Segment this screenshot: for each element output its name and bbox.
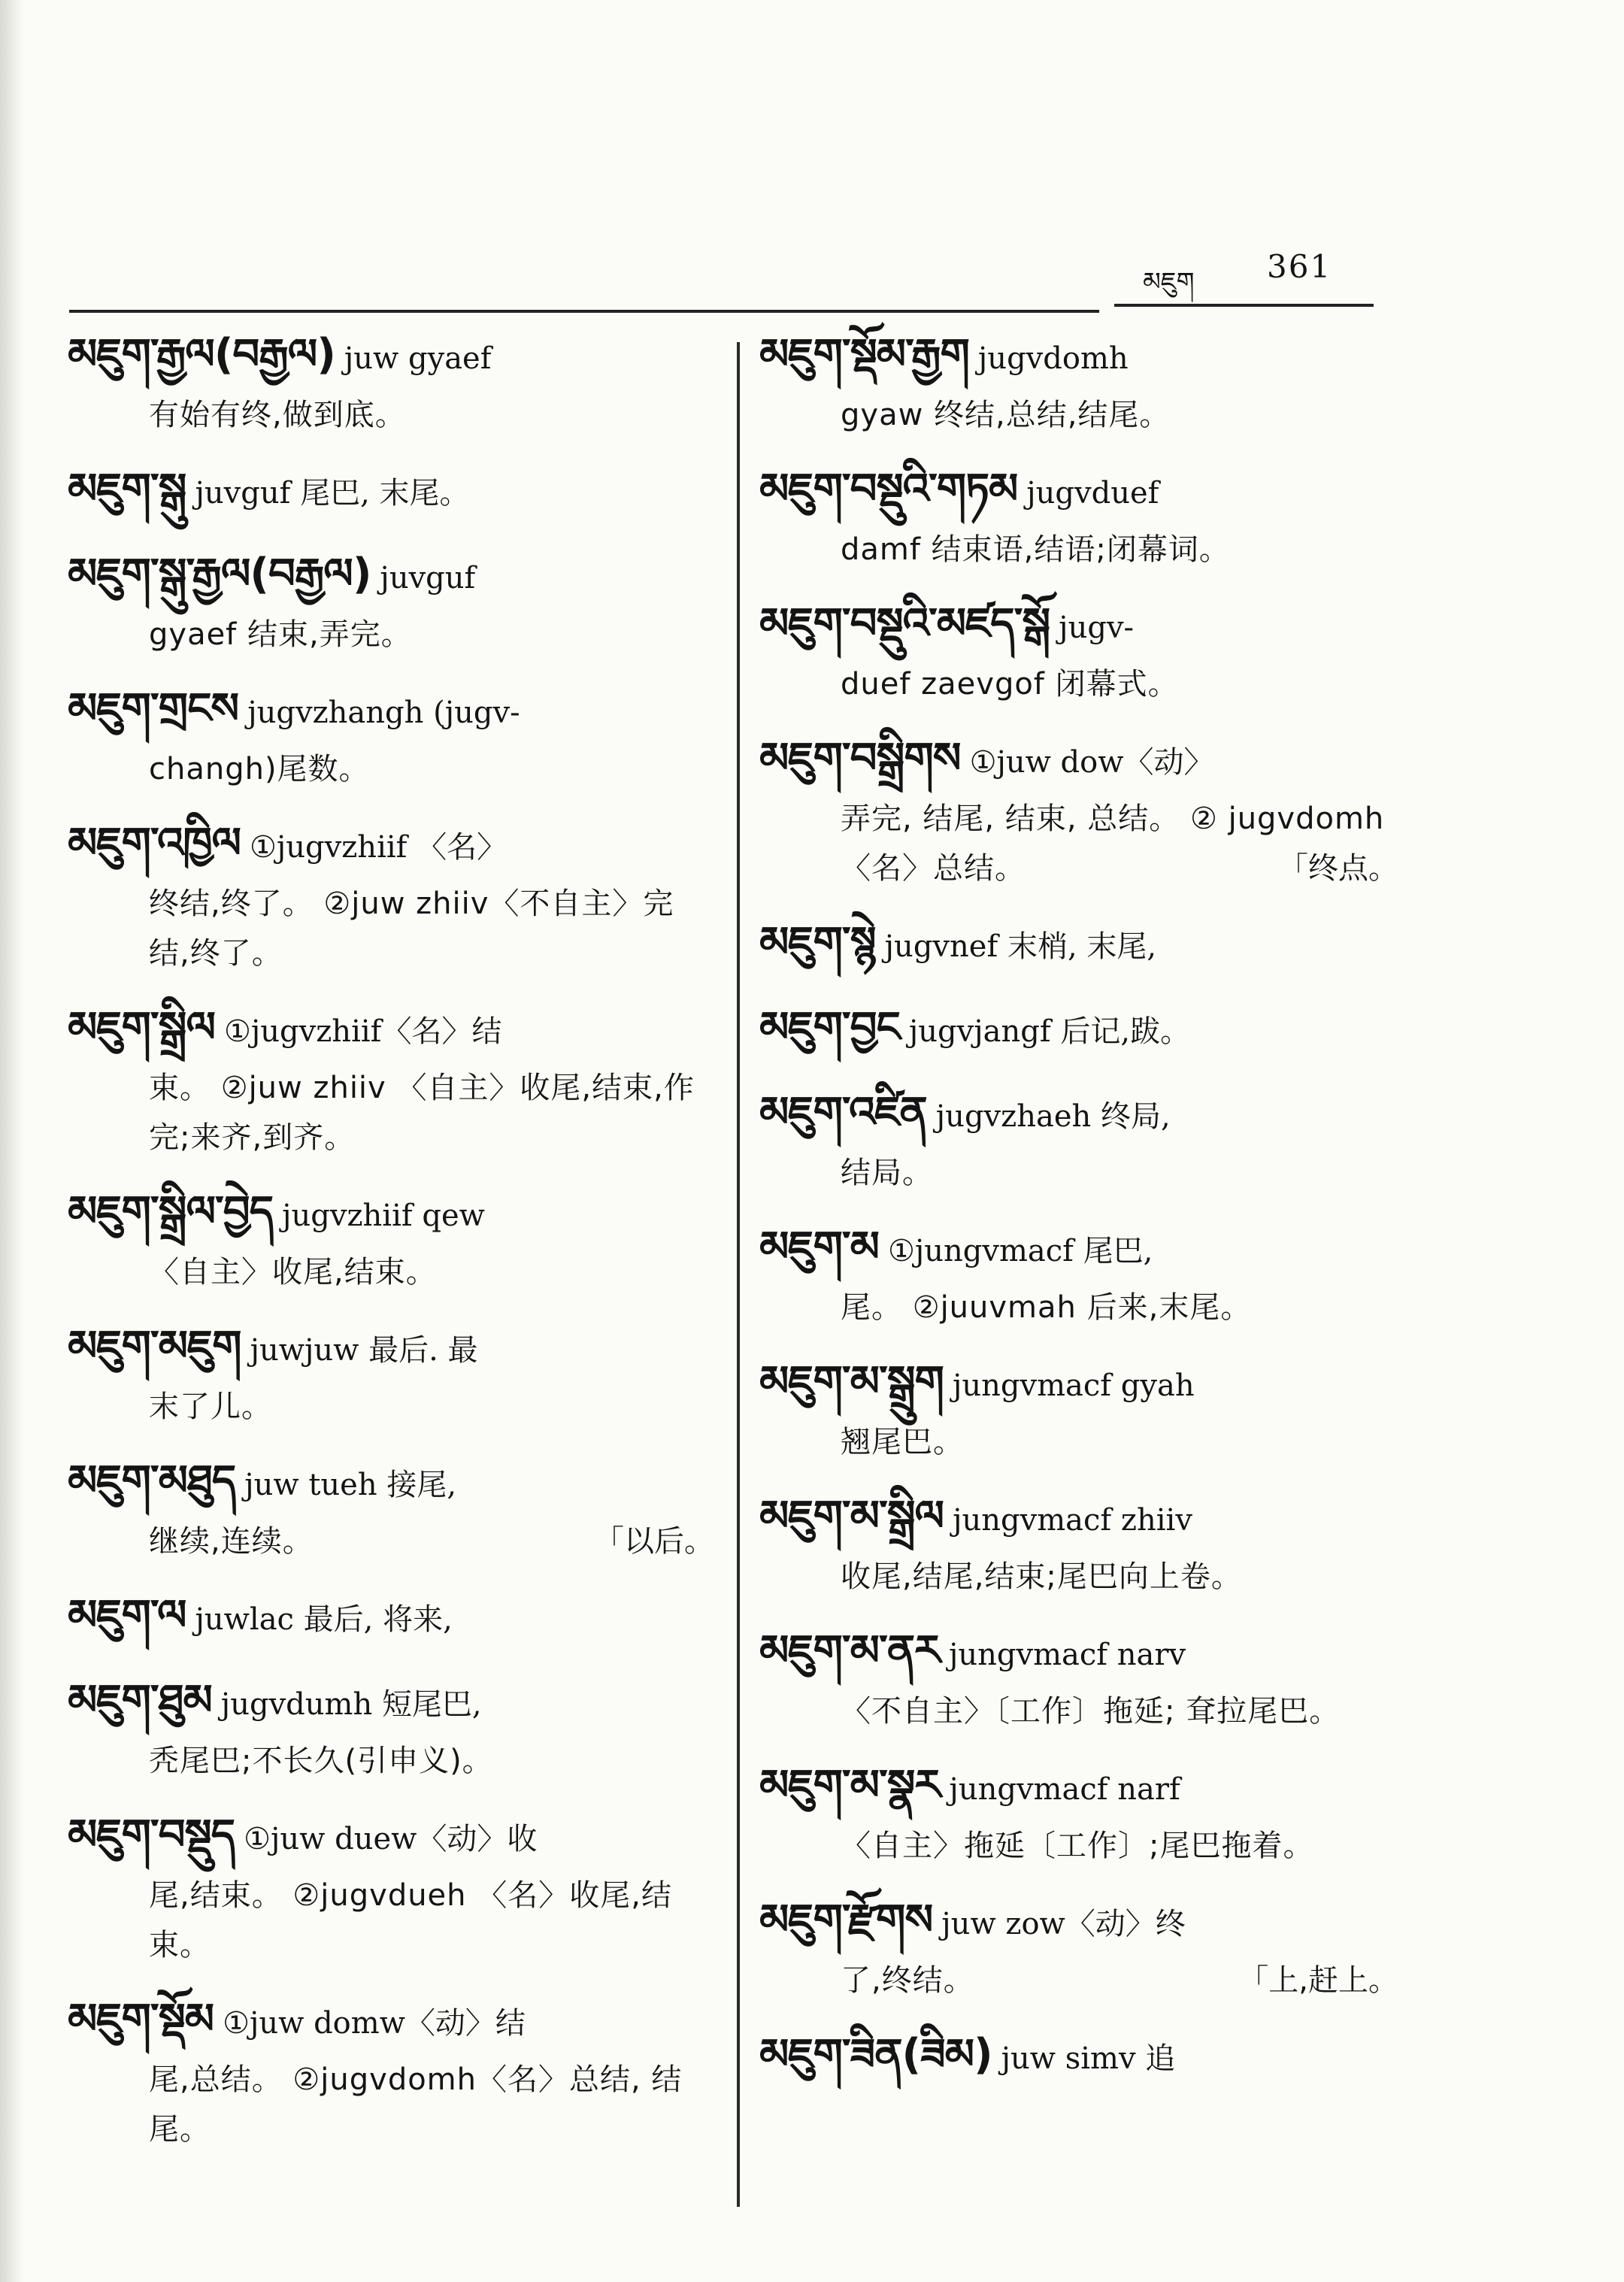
entry-transliteration: jugvdomh bbox=[977, 341, 1129, 376]
entry-headword: མཇུག་མཇུག bbox=[68, 1322, 241, 1371]
dictionary-entry bbox=[68, 543, 714, 659]
entry-definition: 继续,连续。 bbox=[149, 1524, 314, 1559]
entry-headword: མཇུག་བསྡུའི་མཛད་སྒོ bbox=[759, 599, 1050, 648]
page-number: 361 bbox=[1267, 248, 1332, 285]
entry-headword: མཇུག་བསྡུའི་གཏམ bbox=[759, 465, 1018, 514]
entry-headword: མཇུག་བསྒྲིགས bbox=[759, 734, 961, 783]
entry-continuation-note: 「上,赶上。 bbox=[1238, 1963, 1398, 1998]
entry-definition: 终结,终了。 ②juw zhiiv〈不自主〉完结,终了。 bbox=[149, 886, 674, 971]
entry-definition: 〈自主〉收尾,结束。 bbox=[149, 1255, 437, 1289]
dictionary-entry bbox=[68, 323, 714, 440]
entry-headword: མཇུག་བསྡུད bbox=[68, 1811, 235, 1859]
entry-transliteration: jugvzhangh (jugv- bbox=[247, 696, 520, 730]
right-column bbox=[759, 323, 1398, 2108]
entry-transliteration: juvguf bbox=[380, 561, 476, 596]
entry-transliteration: ①juw domw〈动〉结 bbox=[223, 2006, 526, 2041]
dictionary-entry bbox=[759, 911, 1398, 978]
entry-transliteration: jugvdumh 短尾巴, bbox=[220, 1687, 482, 1722]
dictionary-entry bbox=[68, 1584, 714, 1651]
entry-definition: 束。 ②juw zhiiv 〈自主〉收尾,结束,作完;来齐,到齐。 bbox=[149, 1071, 695, 1155]
entry-definition: 秃尾巴;不长久(引申义)。 bbox=[149, 1744, 493, 1778]
entry-definition: damf 结束语,结语;闭幕词。 bbox=[841, 532, 1230, 567]
entry-transliteration: jungvmacf gyah bbox=[952, 1368, 1195, 1403]
dictionary-entry bbox=[759, 1485, 1398, 1602]
dictionary-entry bbox=[759, 2023, 1398, 2090]
entry-definition: 有始有终,做到底。 bbox=[149, 398, 406, 432]
entry-headword: མཇུག་སྡོམ་རྒྱག bbox=[759, 330, 969, 379]
entry-headword: མཇུག་ཐུམ bbox=[68, 1676, 212, 1725]
left-column bbox=[68, 323, 714, 2172]
entry-headword: མཇུག་རྫོགས bbox=[759, 1896, 933, 1944]
dictionary-entry bbox=[68, 812, 714, 978]
entry-transliteration: ①jugvzhiif〈名〉结 bbox=[224, 1014, 502, 1049]
entry-headword: མཇུག་འཁྱིལ bbox=[68, 819, 241, 868]
entry-transliteration: jungvmacf narf bbox=[949, 1772, 1180, 1807]
dictionary-entry bbox=[759, 1081, 1398, 1198]
entry-headword: མཇུག་སྙེ bbox=[759, 918, 876, 967]
entry-transliteration: ①jugvzhiif 〈名〉 bbox=[250, 830, 508, 865]
entry-headword: མཇུག་མ་སྒྲུག bbox=[759, 1357, 944, 1406]
dictionary-entry bbox=[759, 592, 1398, 709]
entry-definition: 尾,结束。 ②jugvdueh 〈名〉收尾,结束。 bbox=[149, 1878, 672, 1962]
dictionary-entry bbox=[68, 677, 714, 794]
entry-headword: མཇུག་ཟིན(ཟིམ) bbox=[759, 2030, 992, 2079]
dictionary-entry bbox=[759, 323, 1398, 440]
entry-definition: 〈不自主〉〔工作〕拖延; 耷拉尾巴。 bbox=[841, 1694, 1341, 1729]
dictionary-entry bbox=[759, 458, 1398, 574]
dictionary-entry bbox=[68, 1804, 714, 1970]
dictionary-entry bbox=[759, 1754, 1398, 1871]
entry-headword: མཇུག་སྒུ bbox=[68, 465, 186, 514]
entry-headword: མཇུག་སྒུ་རྒྱལ(བརྒྱལ) bbox=[68, 550, 371, 599]
entry-transliteration: jugvzhaeh 终局, bbox=[935, 1099, 1171, 1134]
entry-transliteration: ①jungvmacf 尾巴, bbox=[887, 1234, 1153, 1268]
entry-definition: 尾。 ②juuvmah 后来,末尾。 bbox=[841, 1290, 1252, 1325]
entry-continuation-note: 「终点。 bbox=[1278, 851, 1398, 886]
entry-transliteration: juw simv 追 bbox=[1001, 2041, 1176, 2076]
entry-headword: མཇུག་སྡོམ bbox=[68, 1995, 214, 2044]
entry-definition: 尾,总结。 ②jugvdomh〈名〉总结, 结尾。 bbox=[149, 2062, 683, 2147]
entry-transliteration: juvguf 尾巴, 末尾。 bbox=[195, 476, 470, 511]
dictionary-entry bbox=[759, 1216, 1398, 1332]
entry-transliteration: juwlac 最后, 将来, bbox=[195, 1602, 453, 1637]
dictionary-entry bbox=[759, 996, 1398, 1063]
entry-definition: 末了儿。 bbox=[149, 1390, 272, 1424]
column-divider bbox=[737, 342, 740, 2207]
entry-headword: མཇུག་རྒྱལ(བརྒྱལ) bbox=[68, 330, 335, 379]
entry-transliteration: juw gyaef bbox=[344, 341, 492, 376]
entry-definition: 翘尾巴。 bbox=[841, 1425, 964, 1459]
entry-headword: མཇུག་སྒྲིལ bbox=[68, 1003, 215, 1052]
entry-continuation-note: 「以后。 bbox=[594, 1524, 714, 1559]
entry-definition: changh)尾数。 bbox=[149, 752, 370, 786]
header-rule-right bbox=[1114, 304, 1374, 307]
entry-headword: མཇུག་འཛིན bbox=[759, 1088, 927, 1137]
entry-headword: མཇུག་ལ bbox=[68, 1591, 186, 1640]
header-rule-left bbox=[69, 310, 1099, 313]
entry-transliteration: jugvnef 末梢, 末尾, bbox=[884, 929, 1157, 964]
entry-headword: མཇུག་གྲངས bbox=[68, 684, 239, 733]
entry-headword: མཇུག་མ bbox=[759, 1223, 879, 1271]
entry-headword: མཇུག་བྱང bbox=[759, 1003, 900, 1052]
dictionary-entry bbox=[68, 1988, 714, 2154]
entry-headword: མཇུག་མཐུད bbox=[68, 1456, 236, 1505]
entry-definition: 了,终结。 bbox=[841, 1963, 974, 1998]
running-head-word: མཇུག bbox=[1143, 267, 1195, 297]
entry-transliteration: juw zow〈动〉终 bbox=[941, 1907, 1186, 1941]
dictionary-entry bbox=[68, 1669, 714, 1786]
dictionary-entry bbox=[68, 1180, 714, 1297]
entry-transliteration: jugvduef bbox=[1026, 476, 1159, 511]
entry-transliteration: ①juw dow〈动〉 bbox=[969, 745, 1214, 780]
dictionary-entry bbox=[759, 727, 1398, 893]
page-edge-shadow bbox=[0, 0, 23, 2282]
dictionary-entry bbox=[68, 458, 714, 525]
entry-definition: duef zaevgof 闭幕式。 bbox=[841, 667, 1179, 702]
dictionary-entry bbox=[759, 1350, 1398, 1467]
entry-definition: 〈自主〉拖延〔工作〕;尾巴拖着。 bbox=[841, 1829, 1314, 1863]
entry-definition: gyaw 终结,总结,结尾。 bbox=[841, 398, 1171, 432]
entry-transliteration: jugvjangf 后记,跋。 bbox=[908, 1014, 1191, 1049]
running-head bbox=[1128, 248, 1391, 297]
entry-transliteration: jungvmacf zhiiv bbox=[953, 1503, 1192, 1538]
entry-headword: མཇུག་མ་ནར bbox=[759, 1626, 940, 1675]
dictionary-entry bbox=[759, 1620, 1398, 1736]
dictionary-entry bbox=[68, 1450, 714, 1566]
entry-definition: 收尾,结尾,结束;尾巴向上卷。 bbox=[841, 1559, 1242, 1594]
entry-transliteration: juw tueh 接尾, bbox=[244, 1468, 457, 1502]
entry-headword: མཇུག་མ་སྣར bbox=[759, 1761, 941, 1810]
entry-headword: མཇུག་སྒྲིལ་བྱེད bbox=[68, 1187, 274, 1236]
entry-definition: 弄完, 结尾, 结束, 总结。 ② jugvdomh〈名〉总结。 bbox=[841, 802, 1385, 886]
dictionary-entry bbox=[68, 1315, 714, 1432]
entry-transliteration: jungvmacf narv bbox=[948, 1638, 1186, 1672]
entry-headword: མཇུག་མ་སྒྲིལ bbox=[759, 1492, 944, 1541]
entry-transliteration: jugv- bbox=[1059, 611, 1135, 645]
dictionary-entry bbox=[68, 996, 714, 1162]
entry-transliteration: ①juw duew〈动〉收 bbox=[244, 1822, 538, 1856]
entry-definition: gyaef 结束,弄完。 bbox=[149, 617, 412, 652]
entry-definition: 结局。 bbox=[841, 1156, 933, 1190]
dictionary-entry bbox=[759, 1889, 1398, 2005]
entry-transliteration: juwjuw 最后. 最 bbox=[250, 1333, 478, 1368]
entry-transliteration: jugvzhiif qew bbox=[282, 1199, 485, 1233]
